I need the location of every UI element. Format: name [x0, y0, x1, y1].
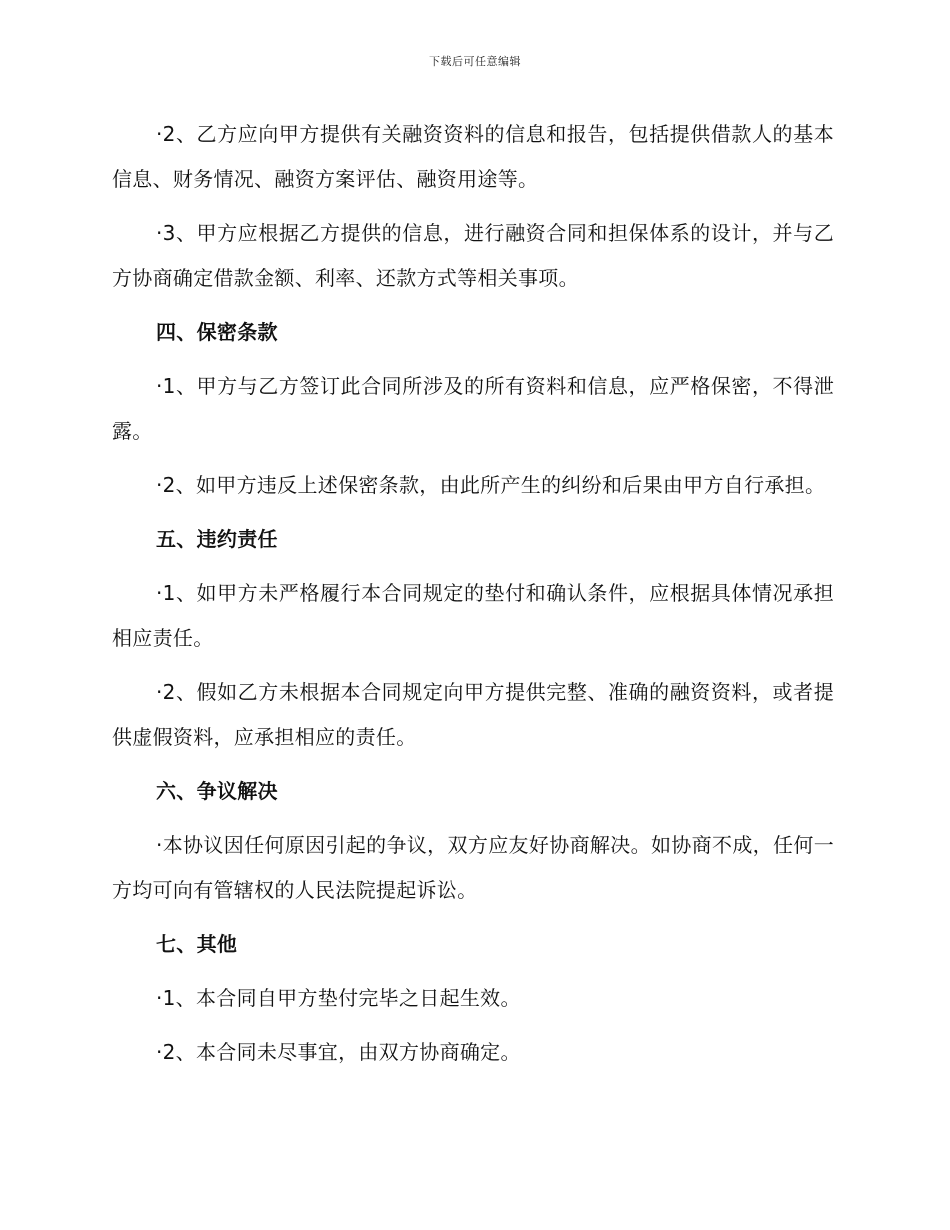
- clause-4-1: ·1、甲方与乙方签订此合同所涉及的所有资料和信息，应严格保密，不得泄露。: [112, 374, 834, 443]
- clause-3-2: ·2、乙方应向甲方提供有关融资资料的信息和报告，包括提供借款人的基本信息、财务情况、融资方案评估、融资用途等。: [112, 122, 834, 191]
- clause-5-1: ·1、如甲方未严格履行本合同规定的垫付和确认条件，应根据具体情况承担相应责任。: [112, 581, 834, 650]
- section-heading-dispute: 六、争议解决: [156, 779, 278, 803]
- clause-5-2: ·2、假如乙方未根据本合同规定向甲方提供完整、准确的融资资料，或者提供虚假资料，应承担相应的责任。: [112, 680, 834, 749]
- header-note: 下载后可任意编辑: [429, 55, 521, 68]
- section-heading-liability: 五、违约责任: [156, 527, 278, 551]
- clause-7-2: ·2、本合同未尽事宜，由双方协商确定。: [156, 1040, 521, 1064]
- clause-6: ·本协议因任何原因引起的争议，双方应友好协商解决。如协商不成，任何一方均可向有管辖权的人民法院提起诉讼。: [112, 833, 834, 902]
- section-heading-other: 七、其他: [156, 932, 238, 956]
- clause-4-2: ·2、如甲方违反上述保密条款，由此所产生的纠纷和后果由甲方自行承担。: [156, 473, 826, 497]
- document-body: [112, 112, 834, 1084]
- section-heading-confidentiality: 四、保密条款: [156, 320, 278, 344]
- clause-7-1: ·1、本合同自甲方垫付完毕之日起生效。: [156, 986, 521, 1010]
- clause-3-3: ·3、甲方应根据乙方提供的信息，进行融资合同和担保体系的设计，并与乙方协商确定借款金额、利率、还款方式等相关事项。: [112, 221, 834, 290]
